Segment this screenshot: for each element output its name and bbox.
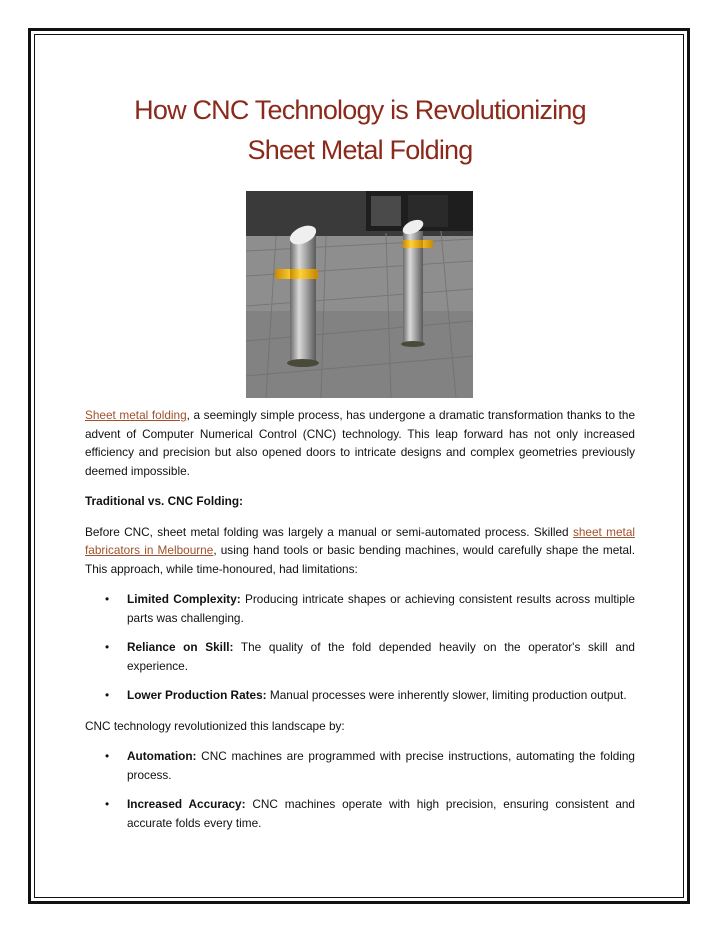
intro-paragraph <box>85 406 635 480</box>
bullet-icon: • <box>105 688 110 702</box>
bullet-icon: • <box>105 640 110 654</box>
title-line-1: How CNC Technology is Revolutionizing <box>134 95 586 125</box>
list-item <box>85 686 635 705</box>
title-line-2: Sheet Metal Folding <box>247 135 473 165</box>
page-title <box>60 90 660 170</box>
article-body <box>85 406 635 844</box>
cnc-revolution-intro: CNC technology revolutionized this landscape by: <box>85 718 345 733</box>
list-item-label: Limited Complexity: <box>127 592 241 606</box>
before-cnc-text-end: , using hand tools or basic bending machines, would carefully shape the metal. This approach, while time-honoured, had limitations: <box>85 543 635 576</box>
list-item-label: Automation: <box>127 749 197 763</box>
list-item-text: CNC machines operate with high precision, ensuring consistent and accurate folds every time. <box>127 797 635 830</box>
cnc-benefits-list <box>85 747 635 832</box>
list-item <box>85 747 635 784</box>
list-item-text: The quality of the fold depended heavily on the operator's skill and experience. <box>127 640 635 673</box>
sheet-metal-folding-link[interactable]: Sheet metal folding <box>85 408 187 422</box>
bullet-icon: • <box>105 592 110 606</box>
limitations-list <box>85 590 635 705</box>
intro-text: , a seemingly simple process, has undergone a dramatic transformation thanks to the advent of Computer Numerical Control (CNC) technology. This leap forward has not only increased efficiency and precision but also opened doors to intricate designs and complex geometries previously deemed impossible. <box>85 408 636 478</box>
list-item <box>85 795 635 832</box>
bullet-icon: • <box>105 797 110 811</box>
list-item-text: CNC machines are programmed with precise instructions, automating the folding process. <box>127 749 635 782</box>
before-cnc-text-start: Before CNC, sheet metal folding was largely a manual or semi-automated process. Skilled <box>85 524 573 539</box>
list-item-label: Lower Production Rates: <box>127 688 267 702</box>
bullet-icon: • <box>105 749 110 763</box>
before-cnc-paragraph <box>85 523 635 579</box>
fabricators-melbourne-link[interactable]: sheet metal fabricators in Melbourne <box>85 524 636 557</box>
list-item <box>85 590 635 627</box>
list-item-label: Increased Accuracy: <box>127 797 246 811</box>
list-item-text: Manual processes were inherently slower, limiting production output. <box>266 688 627 702</box>
list-item-text: Producing intricate shapes or achieving consistent results across multiple parts was challenging. <box>127 592 635 625</box>
bollards-photo <box>246 191 473 398</box>
list-item-label: Reliance on Skill: <box>127 640 234 654</box>
section-heading-traditional-vs-cnc: Traditional vs. CNC Folding: <box>85 494 243 508</box>
list-item <box>85 638 635 675</box>
